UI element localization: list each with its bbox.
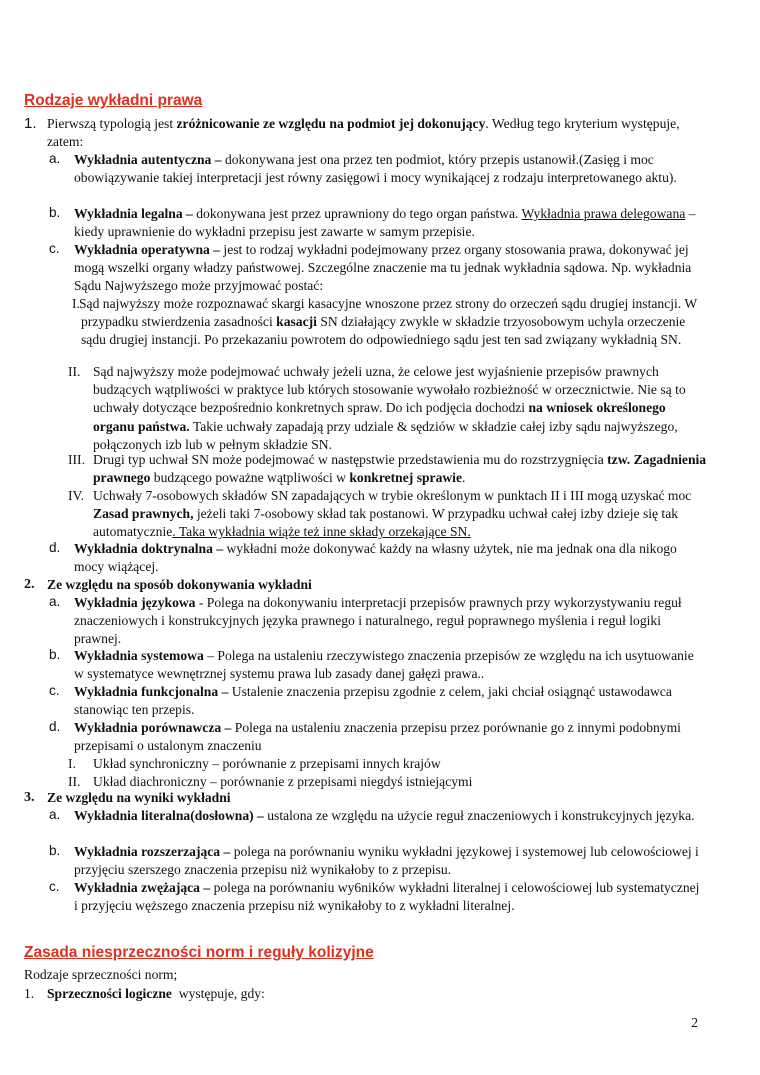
roman-item-iii: Drugi typ uchwał SN może podejmować w następstwie przedstawienia mu do rozstrzygnięcia tzw. Zagadnienia prawnego budzącego poważne wątpliwości w konkretnej sprawie.: [93, 452, 707, 486]
list-item-1: Pierwszą typologią jest zróżnicowanie ze względu na podmiot jej dokonujący. Według tego kryterium występuje, zatem:: [47, 116, 680, 150]
roman-item-2d-ii: Układ diachroniczny – porównanie z przepisami niegdyś istniejącymi: [93, 774, 473, 789]
list-item-3c: Wykładnia zwężająca – polega na porównaniu wy6ników wykładni literalnej i celowościowej lub systematycznej i przyjęciu węższego znaczenia przepisu niż wynikałoby to z wykładni literalnej.: [74, 880, 700, 914]
section2-list-marker-1: 1.: [24, 986, 35, 1001]
section-heading-rodzaje-wykladni: Rodzaje wykładni prawa: [24, 92, 203, 109]
roman-marker-ii: II.: [68, 364, 81, 379]
list-marker-3b: b.: [49, 843, 61, 858]
list-marker-1c: c.: [49, 241, 60, 256]
list-item-2c: Wykładnia funkcjonalna – Ustalenie znaczenia przepisu zgodnie z celem, jaki chciał osiągnąć ustawodawca stanowiąc ten przepis.: [74, 684, 672, 718]
roman-marker-2d-ii: II.: [68, 774, 81, 789]
section2-intro: Rodzaje sprzeczności norm;: [24, 967, 178, 982]
list-item-1c: Wykładnia operatywna – jest to rodzaj wykładni podejmowany przez organy stosowania prawa, dokonywać jej mogą wszelki organy władzy państwowej. Szczególne znaczenie ma tu jednak wykładnia sądowa. Np. wykładnia Sądu Najwyższego może przyjmować postać:: [74, 242, 692, 294]
list-marker-3a: a.: [49, 807, 61, 822]
list-item-1a: Wykładnia autentyczna – dokonywana jest ona przez ten podmiot, który przepis ustanowił.(Zasięg i moc obowiązywanie takiej interpretacji jest równy zasięgowi i mocy wynikającej z rodzaju interpretowanego aktu).: [74, 152, 677, 186]
list-item-2b: Wykładnia systemowa – Polega na ustaleniu rzeczywistego znaczenia przepisów ze względu na ich usytuowanie w systematyce wewnętrznej systemu prawa lub zasady danej gałęzi prawa..: [74, 648, 694, 682]
page-number: 2: [691, 1015, 698, 1030]
list-marker-2a: a.: [49, 594, 61, 609]
section2-list-item-1: Sprzeczności logiczne występuje, gdy:: [47, 986, 265, 1001]
roman-marker-2d-i: I.: [68, 756, 76, 771]
section-heading-zasada-niesprzecznosci: Zasada niesprzeczności norm i reguły kolizyjne: [24, 944, 374, 961]
list-marker-2b: b.: [49, 647, 61, 662]
list-marker-2d: d.: [49, 719, 61, 734]
list-marker-1d: d.: [49, 540, 61, 555]
list-item-3-title: Ze względu na wyniki wykładni: [47, 790, 231, 805]
roman-item-2d-i: Układ synchroniczny – porównanie z przepisami innych krajów: [93, 756, 441, 771]
roman-item-iv: Uchwały 7-osobowych składów SN zapadających w trybie określonym w punktach II i III mogą uzyskać moc Zasad prawnych, jeżeli taki 7-osobowy skład tak postanowi. W przypadku uchwał całej izby dzieje się tak automatycznie. Taka wykładnia wiąże też inne składy orzekające SN.: [93, 488, 692, 540]
list-item-1b: Wykładnia legalna – dokonywana jest przez uprawniony do tego organ państwa. Wykładnia prawa delegowana – kiedy uprawnienie do wykładni przepisu jest zawarte w samym przepisie.: [74, 206, 696, 240]
list-marker-1a: a.: [49, 151, 61, 166]
list-item-2-title: Ze względu na sposób dokonywania wykładni: [47, 577, 312, 592]
list-item-2a: Wykładnia językowa - Polega na dokonywaniu interpretacji przepisów prawnych przy wykorzystywaniu reguł znaczeniowych i konstrukcyjnych języka prawnego i naturalnego, reguł poprawnego myślenia i reguł logiki prawnej.: [74, 595, 682, 647]
list-item-3b: Wykładnia rozszerzająca – polega na porównaniu wyniku wykładni językowej i systemowej lub celowościowej i przyjęciu szerszego znaczenia przepisu niż wynikałoby to z przepisu.: [74, 844, 699, 878]
roman-marker-iii: III.: [68, 452, 85, 467]
roman-item-i: Sąd najwyższy może rozpoznawać skargi kasacyjne wnoszone przez strony do orzeczeń sądu drugiej instancji. W przypadku stwierdzenia zasadności kasacji SN działający zwykle w składzie trzyosobowym uchyla orzeczenie sądu drugiej instancji. Po przekazaniu powrotem do odpowiedniego sądu jest ten sad związany wykładnią SN.: [79, 296, 697, 348]
list-marker-1b: b.: [49, 205, 61, 220]
roman-marker-iv: IV.: [68, 488, 84, 503]
roman-marker-i: I.: [72, 296, 80, 311]
list-item-3a: Wykładnia literalna(dosłowna) – ustalona ze względu na użycie reguł znaczeniowych i konstrukcyjnych języka.: [74, 808, 695, 823]
list-item-1d: Wykładnia doktrynalna – wykładni może dokonywać każdy na własny użytek, nie ma jednak ona dla nikogo mocy wiążącej.: [74, 541, 677, 575]
list-item-2d: Wykładnia porównawcza – Polega na ustaleniu znaczenia przepisu przez porównanie go z innymi podobnymi przepisami o ustalonym znaczeniu: [74, 720, 681, 754]
list-marker-2c: c.: [49, 683, 60, 698]
roman-item-ii: Sąd najwyższy może podejmować uchwały jeżeli uzna, że celowe jest wyjaśnienie przepisów prawnych budzących wątpliwości w praktyce lub których stosowanie wywołało rozbieżność w orzecznictwie. Nie są to uchwały dotyczące bezpośrednio konkretnych spraw. Do ich podjęcia dochodzi na wniosek określonego organu państwa. Takie uchwały zapadają przy udziale & sędziów w składzie całej izby sądu najwyższego, połączonych izb lub w pełnym składzie SN.: [93, 364, 686, 452]
list-marker-2: 2.: [24, 577, 35, 592]
list-marker-1: 1.: [24, 115, 37, 132]
list-marker-3c: c.: [49, 879, 60, 894]
list-marker-3: 3.: [24, 790, 35, 805]
